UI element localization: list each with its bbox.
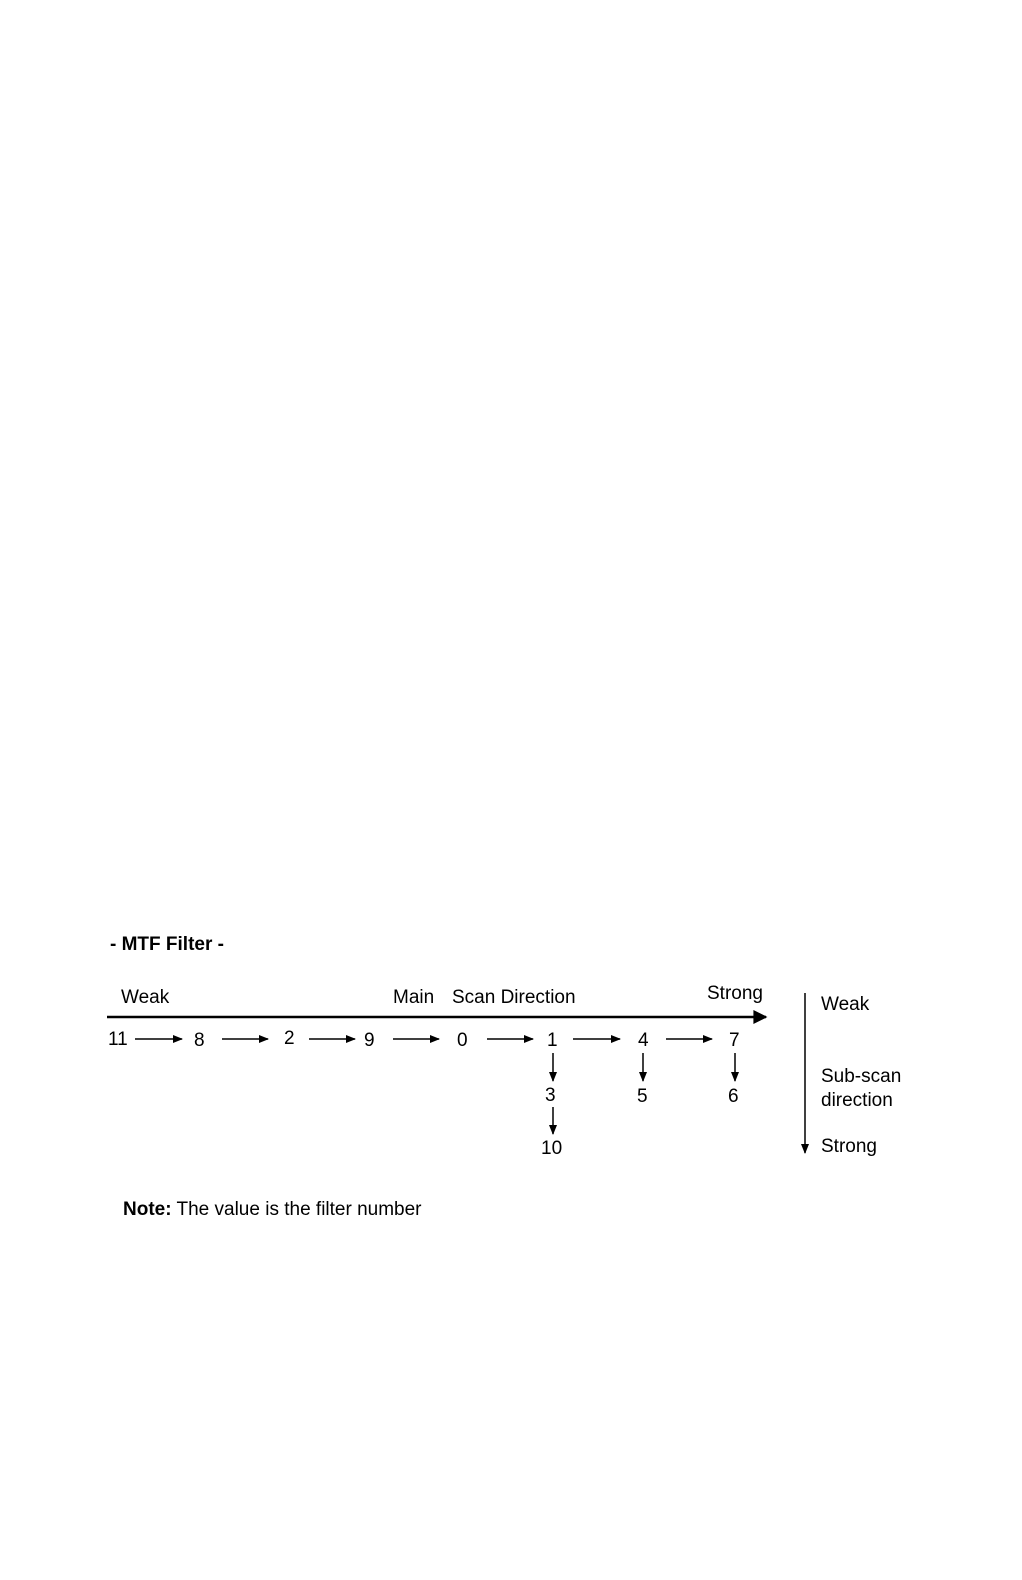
main-weak-label: Weak — [121, 987, 170, 1008]
filter-number-3: 3 — [545, 1085, 556, 1106]
filter-number-1: 1 — [547, 1030, 558, 1051]
filter-number-9: 9 — [364, 1030, 375, 1051]
main-axis-title-main: Main — [393, 987, 435, 1008]
sub-axis-title-line1: Sub-scan — [821, 1066, 902, 1087]
filter-number-0: 0 — [457, 1030, 468, 1051]
main-strong-label: Strong — [707, 983, 763, 1004]
sub-strong-label: Strong — [821, 1136, 877, 1157]
filter-number-8: 8 — [194, 1030, 205, 1051]
filter-number-7: 7 — [729, 1030, 740, 1051]
note-text: The value is the filter number — [176, 1199, 422, 1220]
filter-number-6: 6 — [728, 1086, 739, 1107]
figure-title: - MTF Filter - — [110, 934, 224, 955]
filter-number-2: 2 — [284, 1028, 295, 1049]
filter-number-5: 5 — [637, 1086, 648, 1107]
sub-weak-label: Weak — [821, 994, 870, 1015]
filter-number-4: 4 — [638, 1030, 649, 1051]
filter-number-10: 10 — [541, 1138, 563, 1159]
main-axis-title-scan: Scan Direction — [452, 987, 576, 1008]
filter-number-11: 11 — [108, 1029, 128, 1050]
note-label: Note: — [123, 1199, 172, 1220]
sub-axis-title-line2: direction — [821, 1090, 893, 1111]
